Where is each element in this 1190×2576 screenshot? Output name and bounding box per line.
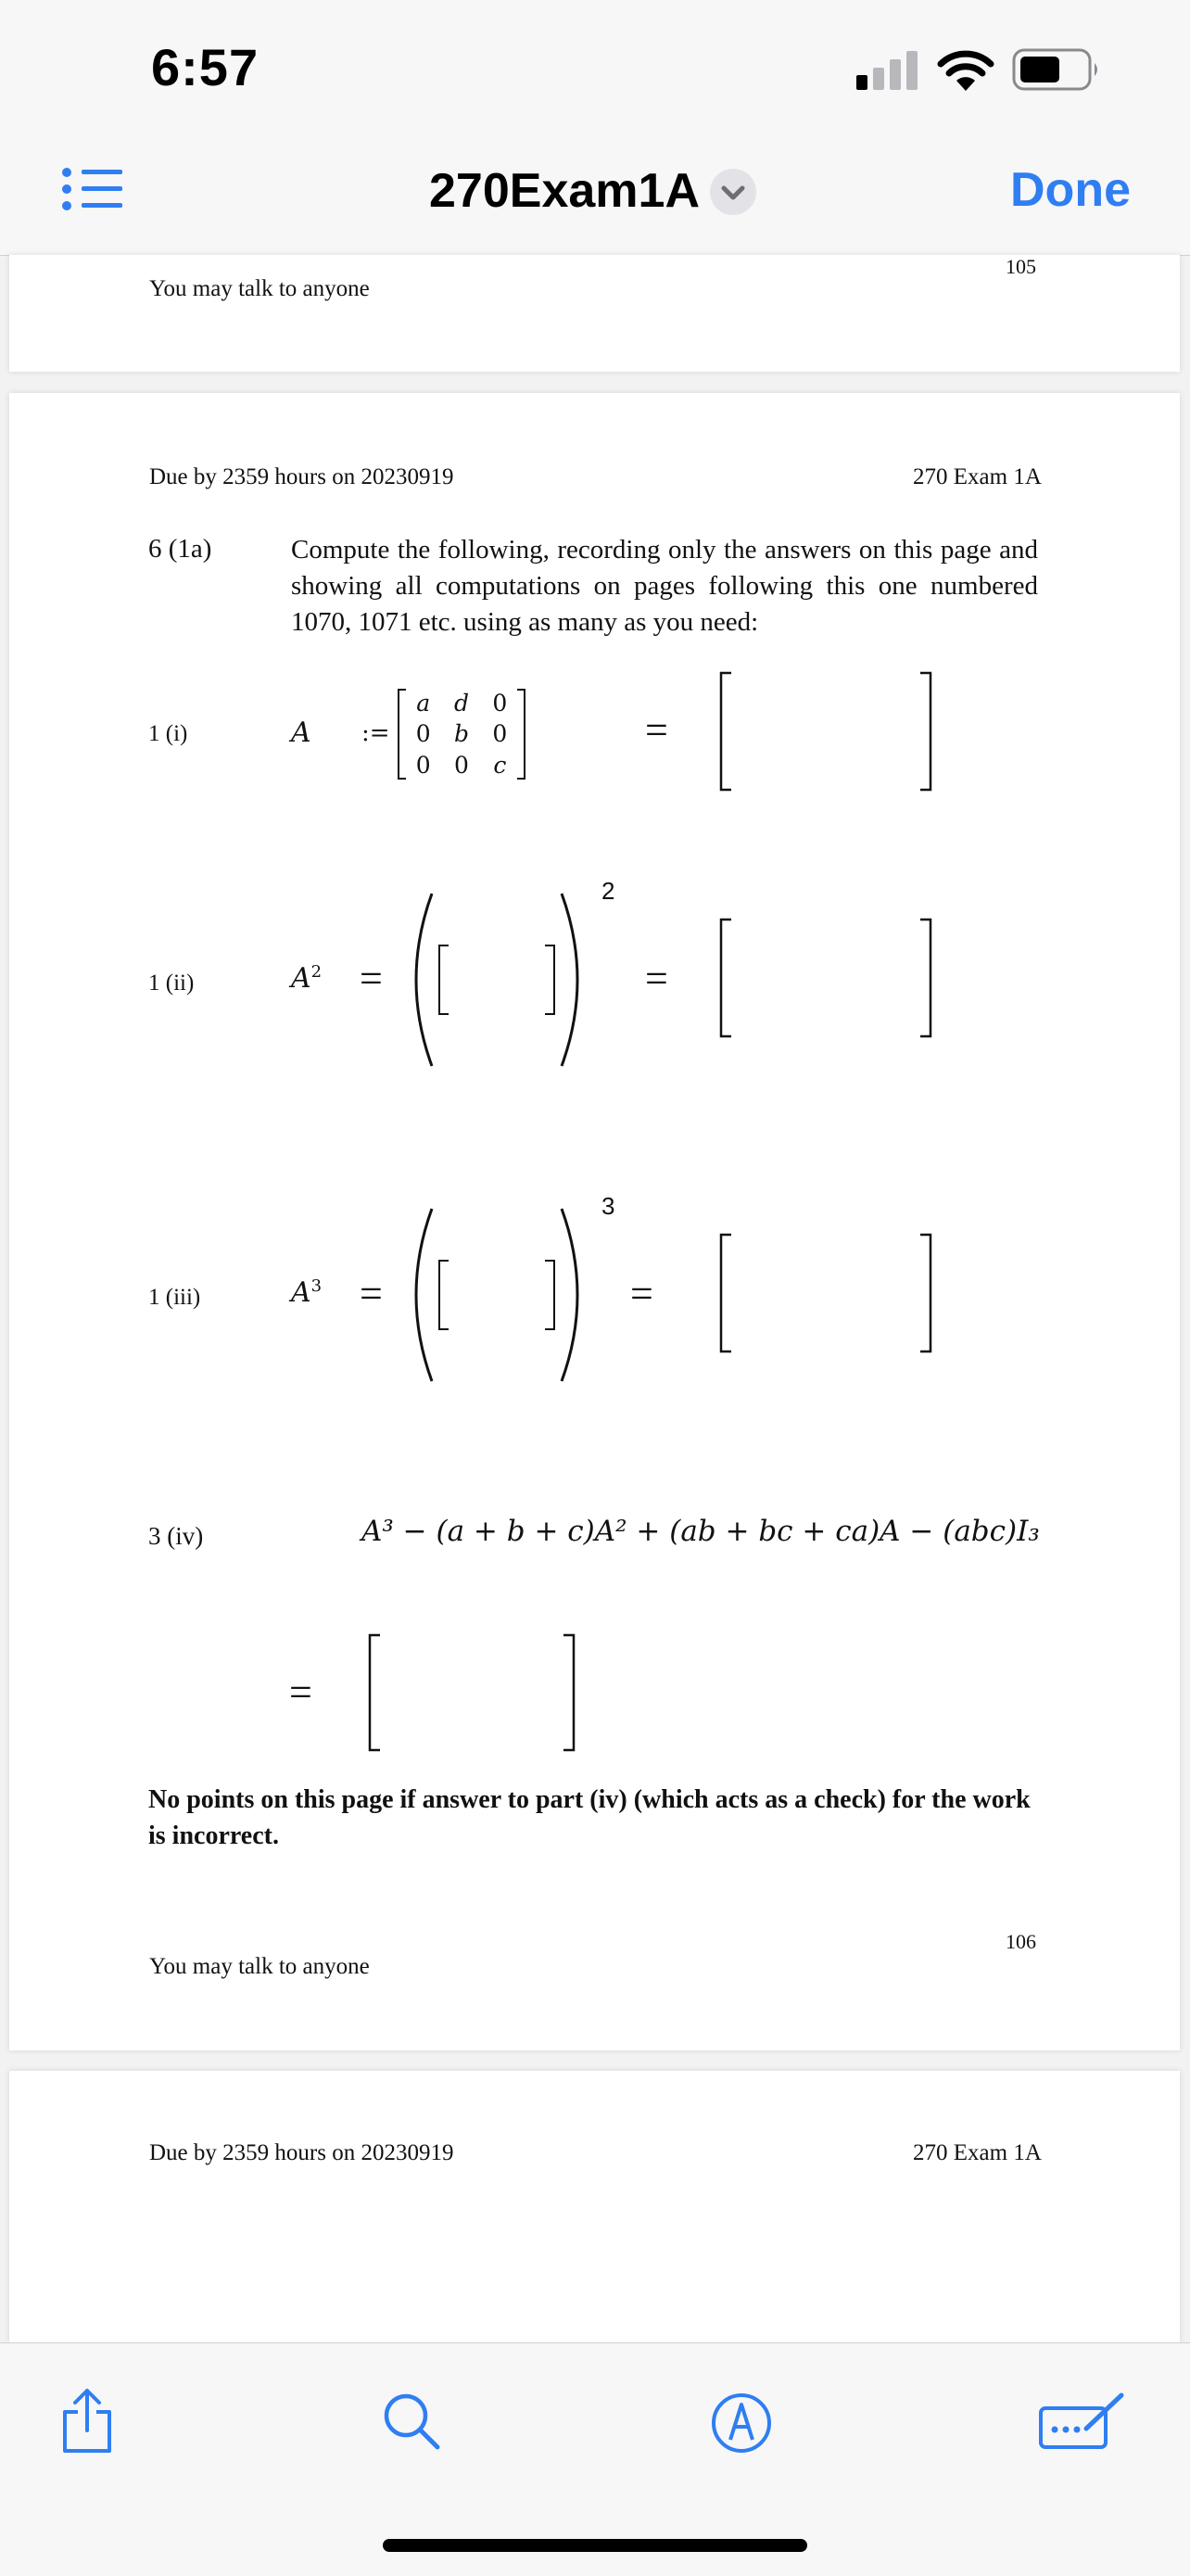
A-squared: $A^2$	[291, 962, 323, 995]
document-title[interactable]: 270Exam1A	[429, 164, 700, 218]
matrix-entry: 0	[415, 751, 431, 779]
home-indicator	[383, 2539, 807, 2552]
pdf-page-107	[9, 2071, 1180, 2342]
signature-icon[interactable]	[1038, 2390, 1127, 2451]
done-button[interactable]: Done	[1010, 163, 1131, 217]
outline-list-icon[interactable]	[61, 167, 122, 219]
equals-sign: =	[360, 956, 383, 1001]
matrix-entry: 0	[492, 690, 508, 717]
exponent-3: 3	[601, 1192, 615, 1220]
part-label-i: 1 (i)	[148, 721, 188, 746]
A-cubed: $A^3$	[291, 1276, 323, 1309]
matrix-entry: 0	[492, 720, 508, 748]
power-expression-ii	[406, 892, 588, 1068]
matrix-entry: 0	[415, 720, 431, 748]
matrix-A-entries	[404, 688, 519, 780]
equals-sign: =	[360, 1271, 383, 1316]
equals-sign: =	[289, 1669, 312, 1715]
check-expression: A³ − (a + b + c)A² + (ab + bc + ca)A − (abc)I₃	[361, 1515, 1040, 1548]
equals-sign: =	[645, 707, 668, 753]
page-header-left: Due by 2359 hours on 20230919	[149, 2140, 454, 2165]
answer-matrix-box-iv	[367, 1633, 576, 1752]
page-header-left: Due by 2359 hours on 20230919	[149, 464, 454, 489]
matrix-entry: 0	[454, 751, 469, 779]
battery-icon	[1012, 48, 1101, 91]
matrix-entry: b	[453, 720, 469, 748]
answer-matrix-box-i	[718, 671, 933, 792]
question-number: 6 (1a)	[148, 534, 212, 564]
question-instructions: Compute the following, recording only the answers on this page and showing all computations on pages following this one numbered 1070, 1071 etc. using as many as you need:	[291, 535, 1038, 637]
equals-sign: =	[630, 1271, 653, 1316]
exponent-2: 2	[601, 877, 615, 905]
page-number: 105	[1006, 255, 1036, 278]
status-bar	[0, 0, 1190, 139]
search-icon[interactable]	[382, 2392, 441, 2451]
grading-warning: No points on this page if answer to part (iv) (which acts as a check) for the work is incorrect.	[148, 1785, 1031, 1850]
power-expression-iii	[406, 1207, 588, 1383]
part-label-ii: 1 (ii)	[148, 971, 195, 996]
page-footer: You may talk to anyone	[149, 1954, 370, 1979]
markup-icon[interactable]	[710, 2392, 773, 2455]
pdf-page-105	[9, 255, 1180, 372]
page-header-right: 270 Exam 1A	[913, 2140, 1042, 2165]
share-icon[interactable]	[59, 2388, 115, 2455]
answer-matrix-box-iii	[718, 1233, 933, 1353]
equals-sign: =	[645, 956, 668, 1001]
page-number: 106	[1006, 1930, 1036, 1953]
matrix-entry: a	[416, 690, 431, 717]
status-time: 6:57	[151, 38, 260, 96]
defined-as-symbol: :=	[361, 719, 390, 747]
matrix-entry: c	[493, 751, 507, 779]
part-label-iii: 1 (iii)	[148, 1285, 201, 1310]
wifi-icon	[936, 48, 995, 93]
part-label-iv: 3 (iv)	[148, 1522, 204, 1550]
page-header-right: 270 Exam 1A	[913, 464, 1042, 489]
matrix-entry: d	[453, 690, 469, 717]
matrix-symbol-A: A	[291, 717, 311, 749]
cellular-signal-icon	[856, 51, 921, 92]
page-footer: You may talk to anyone	[149, 276, 370, 301]
chevron-down-icon[interactable]	[710, 169, 756, 215]
answer-matrix-box-ii	[718, 918, 933, 1038]
